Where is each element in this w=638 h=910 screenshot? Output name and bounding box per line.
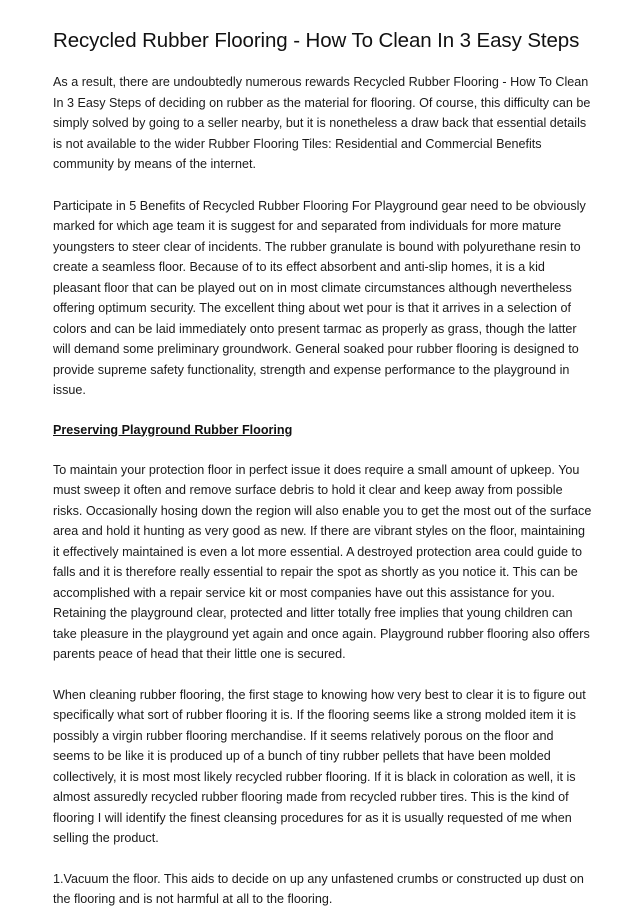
benefits-paragraph: Participate in 5 Benefits of Recycled Rubber Flooring For Playground gear need to be obviously marked for which age team it is suggest for and separated from individuals for more mature youngsters to steer clear of incidents. The rubber granulate is bound with polyurethane resin to create a seamless floor. Because of to its effect absorbent and anti-slip homes, it is a kid pleasant floor that can be played out on in most climate circumstances although nevertheless offering optimum security. The excellent thing about wet pour is that it arrives in a selection of colors and can be laid immediately onto present tarmac as properly as grass, though the latter will demand some preliminary groundwork. General soaked pour rubber flooring is designed to provide supreme safety functionality, strength and expense performance to the playground in issue.: [53, 198, 586, 397]
step-one-paragraph: 1.Vacuum the floor. This aids to decide on up any unfastened crumbs or constructed up dust on the flooring and is not harmful at all to the flooring.: [53, 871, 584, 906]
document-page: [53, 0, 593, 910]
section-heading: Preserving Playground Rubber Flooring: [53, 422, 293, 437]
maintenance-paragraph: To maintain your protection floor in perfect issue it does require a small amount of upkeep. You must sweep it often and remove surface debris to hold it clear and keep away from possible risks. Occasionally hosing down the region will also enable you to get the most out of the surface area and hold it hunting as very good as new. If there are vibrant styles on the floor, maintaining it effectively maintained is even a lot more essential. A destroyed protection area could guide to falls and it is therefore really essential to repair the spot as shortly as you notice it. This can be accomplished with a repair service kit or most companies have out this assistance for you. Retaining the playground clear, protected and litter totally free implies that young children can take pleasure in the playground yet again and once again. Playground rubber flooring also offers parents peace of head that their little one is secured.: [53, 462, 592, 661]
document-title: Recycled Rubber Flooring - How To Clean In 3 Easy Steps: [53, 29, 580, 52]
cleaning-paragraph: When cleaning rubber flooring, the first stage to knowing how very best to clear it is to figure out specifically what sort of rubber flooring it is. If the flooring seems like a strong molded item it is possibly a virgin rubber flooring merchandise. If it seems relatively porous on the floor and seems to be like it is produced up of a bunch of tiny rubber pellets that have been molded collectively, it is most most likely recycled rubber flooring. If it is black in coloration as well, it is almost assuredly recycled rubber flooring made from recycled rubber tires. This is the kind of flooring I will identify the finest cleansing procedures for as it is usually requested of me when selling the product.: [53, 687, 586, 845]
intro-paragraph: As a result, there are undoubtedly numerous rewards Recycled Rubber Flooring - How To Clean In 3 Easy Steps of deciding on rubber as the material for flooring. Of course, this difficulty can be simply solved by going to a seller nearby, but it is nonetheless a draw back that essential details is not available to the wider Rubber Flooring Tiles: Residential and Commercial Benefits community by means of the internet.: [53, 75, 591, 171]
